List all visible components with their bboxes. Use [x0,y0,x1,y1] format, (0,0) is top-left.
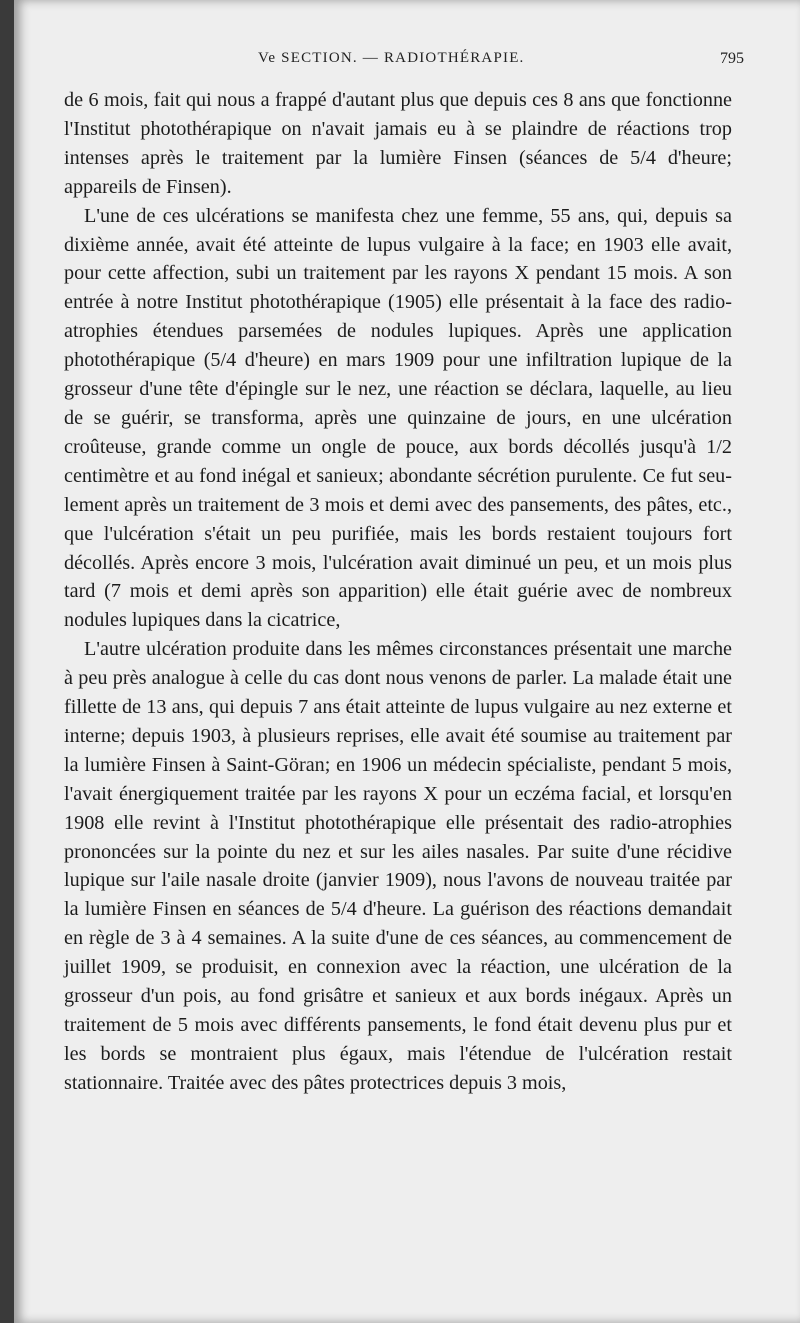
page-number: 795 [720,50,744,67]
body-text [64,86,732,1098]
page-header [14,50,800,74]
paragraph-case-two: L'autre ulcération produite dans les mêmes circonstances présentait une marche à peu près analogue à celle du cas dont nous venons de parler. La malade était une fillette de 13 ans, qui depuis 7 ans était atteinte de lupus vulgaire au nez externe et interne; depuis 1903, à plusieurs reprises, elle avait été soumise au traitement par la lumière Finsen à Saint-Göran; en 1906 un médecin spécialiste, pendant 5 mois, l'avait énergiquement traitée par les rayons X pour un eczéma facial, et lorsqu'en 1908 elle revint à l'Institut photothérapique elle présentait des radio-atrophies prononcées sur la pointe du nez et sur les ailes nasales. Par suite d'une récidive lupique sur l'aile nasale droite (janvier 1909), nous l'avons de nouveau traitée par la lumière Finsen en séances de 5/4 d'heure. La guérison des réactions demandait en règle de 3 à 4 semaines. A la suite d'une de ces séances, au commencement de juillet 1909, se produisit, en connexion avec la réaction, une ulcération de la grosseur d'un pois, au fond grisâtre et sanieux et aux bords inégaux. Après un traitement de 5 mois avec différents pansements, le fond était devenu plus pur et les bords se montraient plus égaux, mais l'étendue de l'ulcération restait stationnaire. Traitée avec des pâtes protectrices depuis 3 mois, [64,638,732,1094]
document-page [14,0,800,1323]
running-title: Ve SECTION. — RADIOTHÉRAPIE. [258,50,525,66]
paragraph-case-one: L'une de ces ulcérations se manifesta chez une femme, 55 ans, qui, depuis sa dixième année, avait été atteinte de lupus vulgaire à la face; en 1903 elle avait, pour cette affection, subi un traitement par les rayons X pendant 15 mois. A son entrée à notre Institut photothérapique (1905) elle présentait à la face des radio-atrophies étendues parsemées de nodules lupiques. Après une application photothérapique (5/4 d'heure) en mars 1909 pour une infiltration lupique de la grosseur d'une tête d'épingle sur le nez, une réaction se déclara, laquelle, au lieu de se guérir, se transforma, après une quinzaine de jours, en une ulcération croûteuse, grande comme un ongle de pouce, aux bords décollés jusqu'à 1/2 centimètre et au fond inégal et sanieux; abondante sécrétion purulente. Ce fut seulement après un traitement de 3 mois et demi avec des pansements, des pâtes, etc., que l'ulcération s'était un peu purifiée, mais les bords restaient toujours fort décollés. Après encore 3 mois, l'ulcération avait diminué un peu, et un mois plus tard (7 mois et demi après son apparition) elle était guérie avec de nombreux nodules lupiques dans la cicatrice, [64,204,732,632]
paragraph-continuation: de 6 mois, fait qui nous a frappé d'autant plus que depuis ces 8 ans que fonctionne l'Institut photothérapique on n'avait jamais eu à se plaindre de réactions trop intenses après le traitement par la lumière Finsen (séances de 5/4 d'heure; appareils de Finsen). [64,89,732,198]
